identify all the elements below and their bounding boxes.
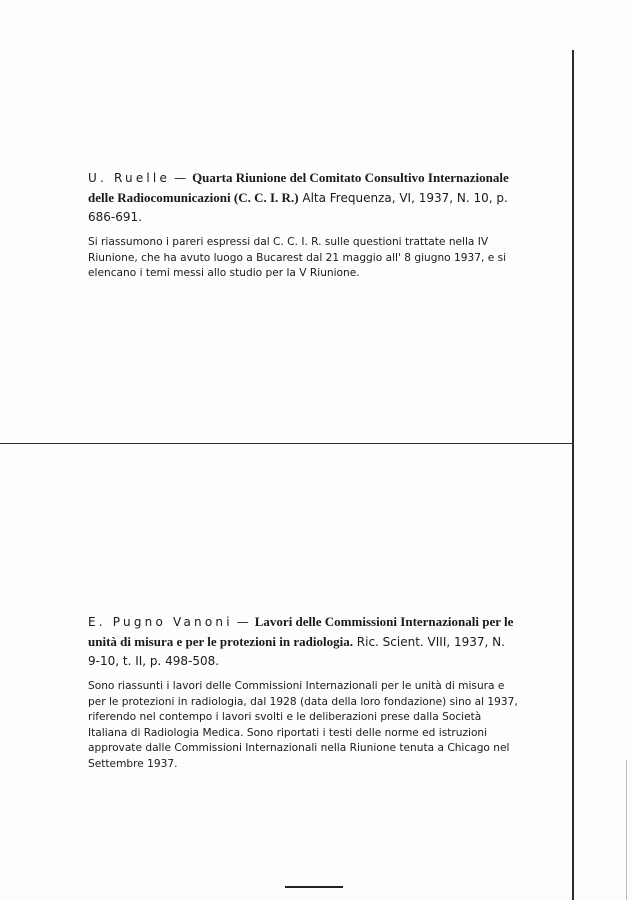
- article-abstract: Si riassumono i pareri espressi dal C. C. I. R. sulle questioni trattate nella IV Riunione, che ha avuto luogo a Bucarest dal 21 maggio all' 8 giugno 1937, e si elencano i temi messi allo studio per la V Riunione.: [88, 236, 507, 280]
- dash-separator: —: [174, 171, 187, 185]
- article-source: Ric. Scient. VIII, 1937, N. 9-10, t. II, p. 498-508.: [88, 635, 505, 668]
- author-name: U. Ruelle: [88, 171, 171, 185]
- bibliography-card-pugno-vanoni: [88, 612, 518, 773]
- author-name: E. Pugno Vanoni: [88, 615, 233, 629]
- citation: [88, 612, 518, 671]
- bottom-edge-mark: [285, 886, 343, 888]
- article-title: Lavori delle Commissioni Internazionali per le unità di misura e per le protezioni in radiologia.: [88, 614, 514, 649]
- article-source: Alta Frequenza, VI, 1937, N. 10, p. 686-691.: [88, 191, 508, 224]
- bibliography-card-ruelle: [88, 168, 518, 282]
- page-edge-line: [626, 760, 627, 900]
- dash-separator: —: [236, 615, 249, 629]
- article-title: Quarta Riunione del Comitato Consultivo Internazionale delle Radiocomunicazioni (C. C. I. R.): [88, 170, 509, 205]
- article-abstract: Sono riassunti i lavori delle Commissioni Internazionali per le unità di misura e per le protezioni in radiologia, dal 1928 (data della loro fondazione) sino al 1937, riferendo nel contempo i lavori svolti e le deliberazioni prese dalla Società Italiana di Radiologia Medica. Sono riportati i testi delle norme ed istruzioni approvate dalle Commissioni Internazionali nella Riunione tenuta a Chicago nel Settembre 1937.: [88, 680, 518, 770]
- card-edge-vertical-line: [572, 50, 574, 900]
- citation: [88, 168, 518, 227]
- card-separator-line: [0, 443, 574, 444]
